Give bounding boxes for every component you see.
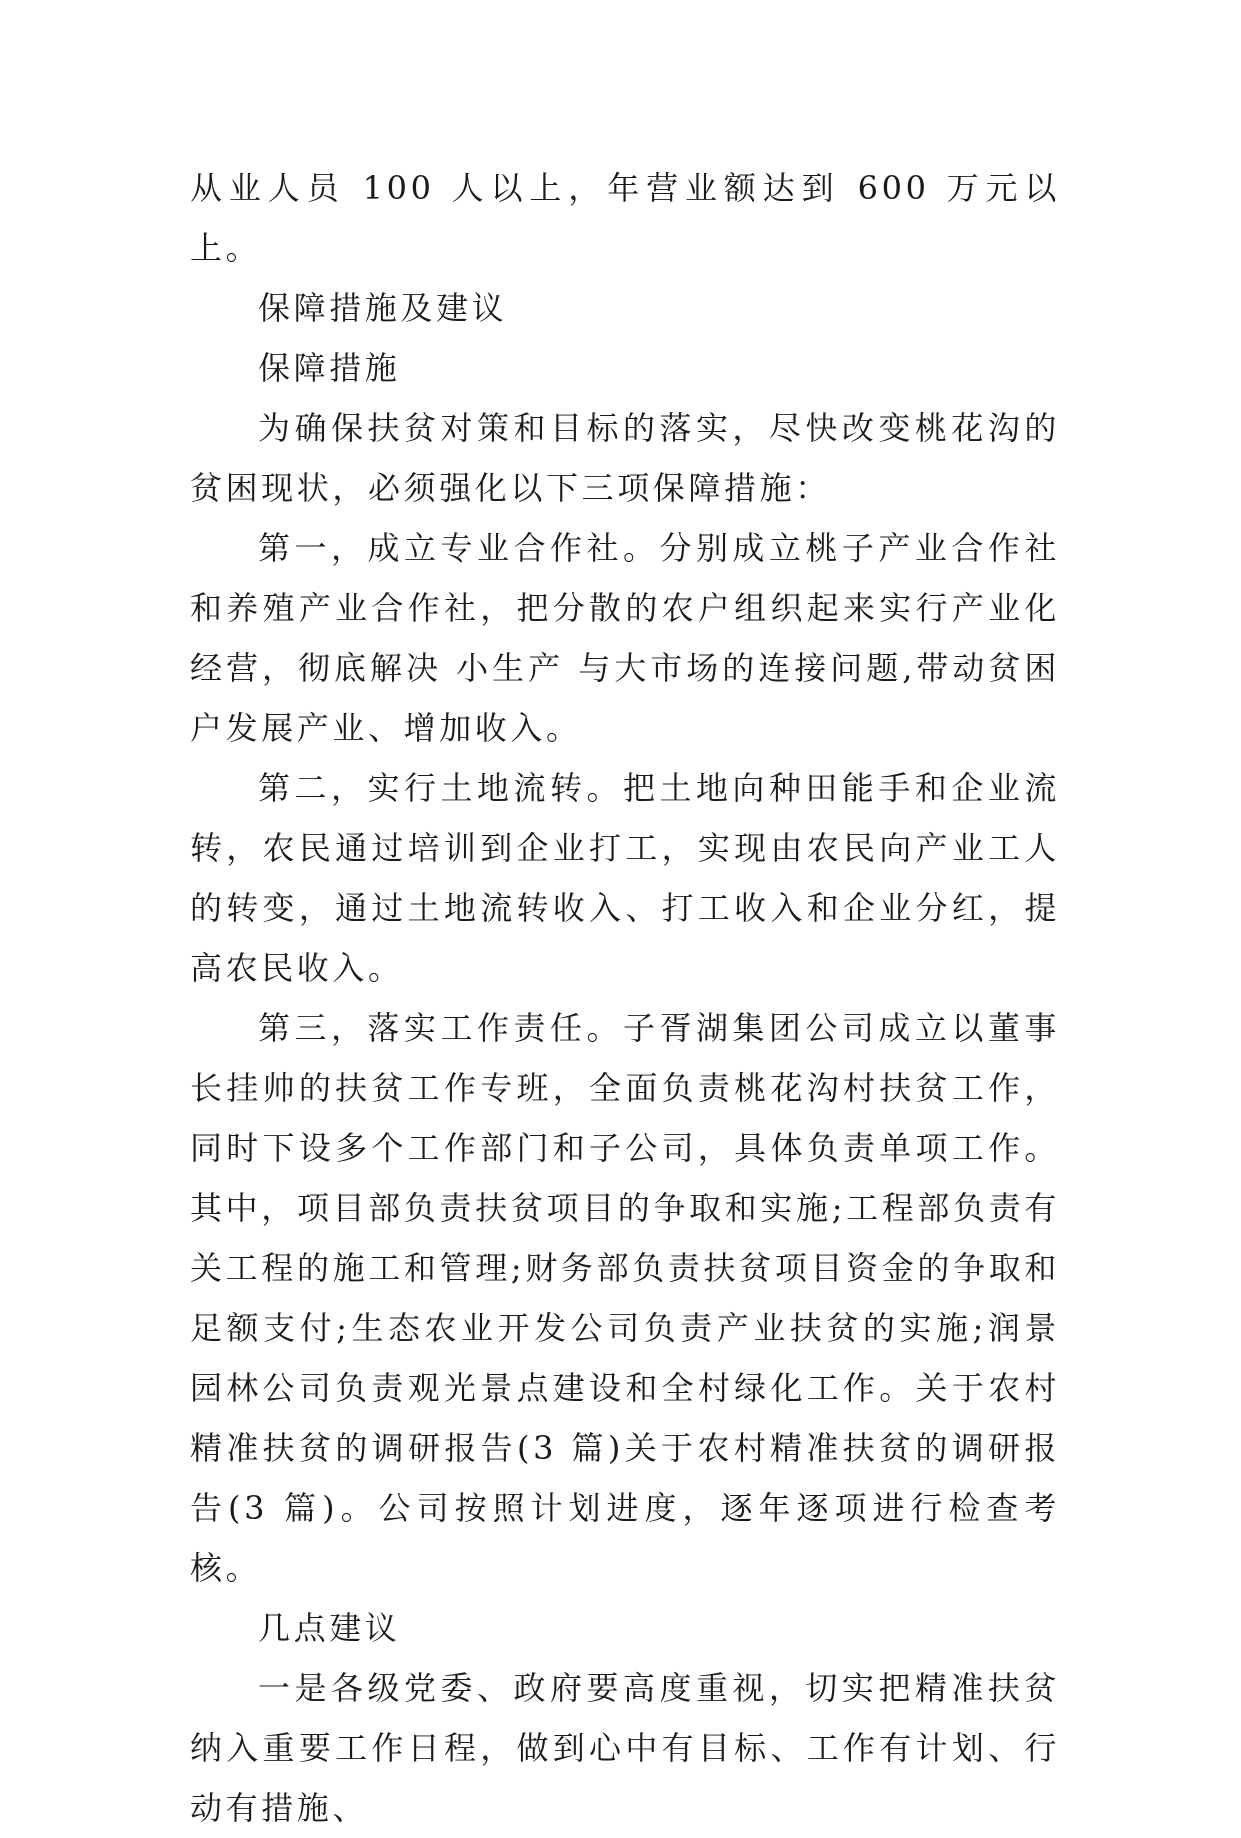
paragraph-second-measure: 第二，实行土地流转。把土地向种田能手和企业流转，农民通过培训到企业打工，实现由农民向产业工人的转变，通过土地流转收入、打工收入和企业分红，提高农民收入。: [190, 769, 1060, 987]
paragraph-first-measure: 第一，成立专业合作社。分别成立桃子产业合作社和养殖产业合作社，把分散的农户组织起来实行产业化经营，彻底解决 小生产 与大市场的连接问题,带动贫困户发展产业、增加收入。: [190, 529, 1060, 747]
paragraph-suggestion-one: 一是各级党委、政府要高度重视，切实把精准扶贫纳入重要工作日程，做到心中有目标、工作有计划、行动有措施、: [190, 1669, 1060, 1827]
paragraph-intro: 为确保扶贫对策和目标的落实，尽快改变桃花沟的贫困现状，必须强化以下三项保障措施：: [190, 409, 1060, 507]
paragraph-third-measure: 第三，落实工作责任。子胥湖集团公司成立以董事长挂帅的扶贫工作专班，全面负责桃花沟村扶贫工作，同时下设多个工作部门和子公司，具体负责单项工作。其中，项目部负责扶贫项目的争取和实施;工程部负责有关工程的施工和管理;财务部负责扶贫项目资金的争取和足额支付;生态农业开发公司负责产业扶贫的实施;润景园林公司负责观光景点建设和全村绿化工作。关于农村精准扶贫的调研报告(3 篇)关于农村精准扶贫的调研报告(3 篇)。公司按照计划进度，逐年逐项进行检查考核。: [190, 1009, 1060, 1587]
subheading-measures: 保障措施: [258, 349, 401, 387]
paragraph-continuation: 从业人员 100 人以上，年营业额达到 600 万元以上。: [190, 169, 1060, 267]
subheading-suggestions: 几点建议: [258, 1609, 401, 1647]
document-body: [190, 158, 1060, 1838]
section-heading-measures-and-suggestions: 保障措施及建议: [258, 289, 508, 327]
